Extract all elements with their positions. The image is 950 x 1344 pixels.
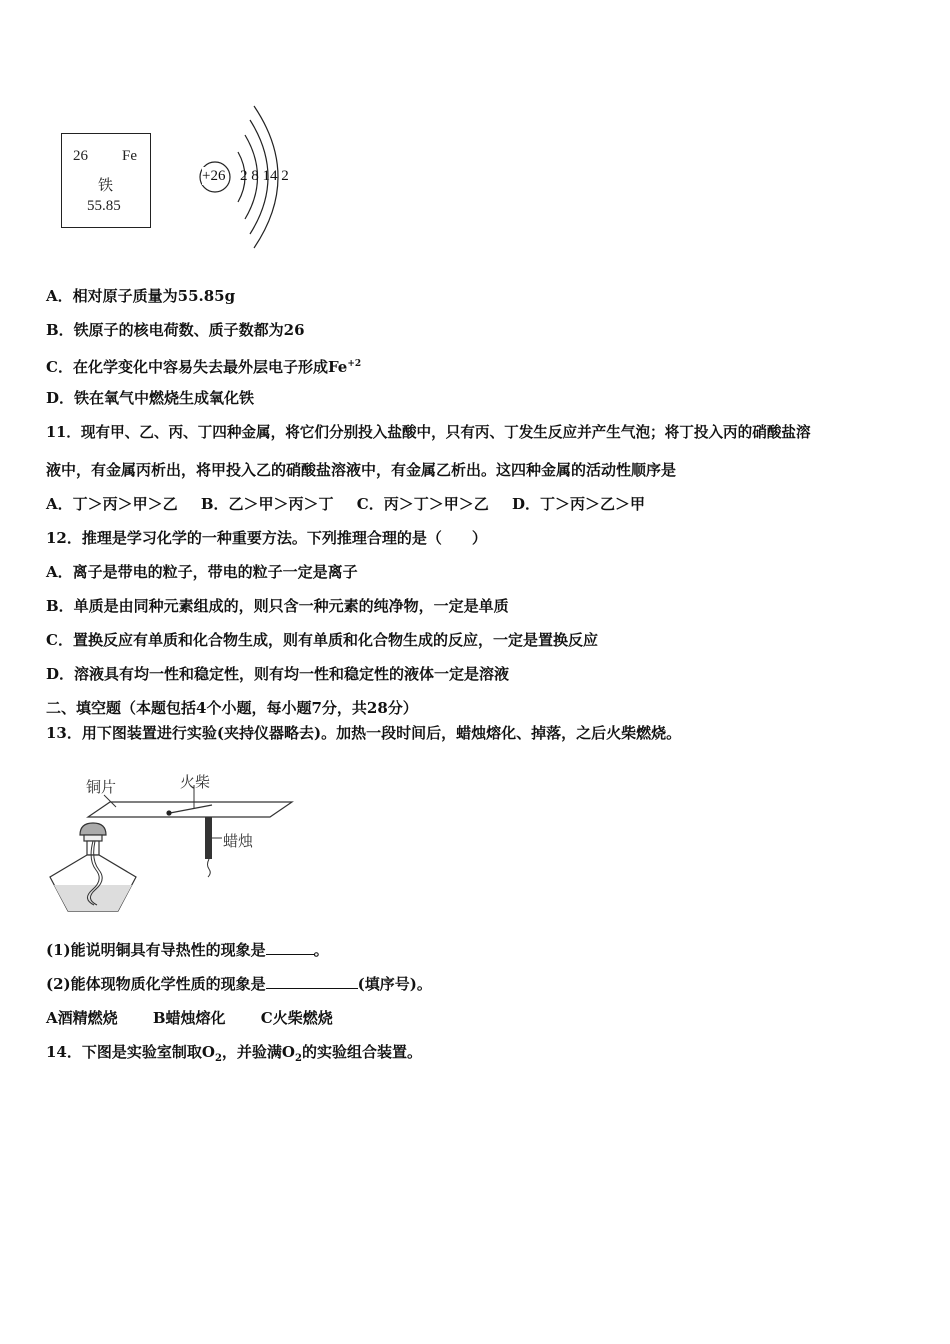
q13-sub2-blank[interactable] (266, 974, 358, 989)
lamp-neck (87, 841, 99, 855)
q11-option-a: A．丁＞丙＞甲＞乙 (46, 495, 178, 513)
label-match: 火柴 (180, 773, 211, 791)
q12-option-b: B．单质是由同种元素组成的，则只含一种元素的纯净物，一定是单质 (46, 597, 509, 615)
label-copper: 铜片 (86, 778, 117, 796)
q13-sub1-blank[interactable] (266, 940, 314, 955)
q12-stem: 12．推理是学习化学的一种重要方法。下列推理合理的是（ ） (46, 529, 487, 547)
q11-stem-line2: 液中，有金属丙析出，将甲投入乙的硝酸盐溶液中，有金属乙析出。这四种金属的活动性顺序是 (46, 461, 677, 479)
q13-sub2-end: (填序号)。 (357, 975, 432, 993)
q12-option-c: C．置换反应有单质和化合物生成，则有单质和化合物生成的反应，一定是置换反应 (46, 631, 598, 649)
q10-option-c (46, 354, 361, 377)
q10-option-c-charge: +2 (347, 359, 362, 369)
q11-option-c: C．丙＞丁＞甲＞乙 (356, 495, 489, 513)
q11-option-b: B．乙＞甲＞丙＞丁 (200, 495, 334, 513)
q14-sub-b: 2 (295, 1053, 302, 1064)
q10-option-c-text: C．在化学变化中容易失去最外层电子形成Fe (46, 358, 348, 376)
q10-option-a: A．相对原子质量为55.85g (46, 287, 236, 305)
atomic-number: 26 (73, 148, 88, 164)
element-card (61, 133, 151, 228)
q12-option-a: A．离子是带电的粒子，带电的粒子一定是离子 (46, 563, 358, 581)
q13-option-c: C火柴燃烧 (260, 1009, 333, 1027)
lamp-wick-holder (84, 835, 102, 841)
element-name: 铁 (98, 178, 114, 194)
q11-option-d: D．丁＞丙＞乙＞甲 (511, 495, 645, 513)
q13-sub1-text: (1)能说明铜具有导热性的现象是 (46, 941, 266, 959)
q13-sub2 (46, 974, 432, 994)
q13-option-b: B蜡烛熔化 (152, 1009, 226, 1027)
match-head (166, 810, 171, 815)
shell-electrons: 2 8 14 2 (240, 168, 289, 184)
q13-options (46, 1008, 333, 1028)
q13-sub1 (46, 940, 329, 960)
label-candle: 蜡烛 (223, 832, 254, 850)
section-title: 二、填空题（本题包括4个小题，每小题7分，共28分） (46, 699, 418, 717)
q14-sub-a: 2 (214, 1053, 222, 1064)
q13-option-a: A酒精燃烧 (46, 1009, 118, 1027)
lamp-flame (80, 823, 106, 835)
q10-option-d: D．铁在氧气中燃烧生成氧化铁 (46, 389, 255, 407)
q14-part1: 14．下图是实验室制取O (46, 1043, 215, 1061)
q13-sub1-end: 。 (313, 941, 329, 959)
atomic-mass: 55.85 (87, 198, 121, 214)
q12-option-d: D．溶液具有均一性和稳定性，则有均一性和稳定性的液体一定是溶液 (46, 665, 510, 683)
nucleus-label: +26 (202, 168, 226, 184)
q11-stem-line1: 11．现有甲、乙、丙、丁四种金属，将它们分别投入盐酸中，只有丙、丁发生反应并产生气泡；将丁投入丙的硝酸盐溶 (46, 424, 811, 441)
q14-stem (46, 1042, 422, 1069)
experiment-apparatus-figure (44, 765, 304, 920)
q13-sub2-text: (2)能体现物质化学性质的现象是 (46, 975, 266, 993)
q14-part3: 的实验组合装置。 (301, 1043, 422, 1061)
q10-option-b: B．铁原子的核电荷数、质子数都为26 (46, 321, 305, 339)
q14-part2: ，并验满O (221, 1043, 295, 1061)
candle-drip (208, 859, 211, 877)
element-symbol: Fe (122, 148, 137, 164)
candle-body (205, 817, 212, 859)
q13-stem: 13．用下图装置进行实验(夹持仪器略去)。加热一段时间后，蜡烛熔化、掉落，之后火柴燃烧。 (46, 724, 682, 742)
q11-options (46, 494, 645, 514)
